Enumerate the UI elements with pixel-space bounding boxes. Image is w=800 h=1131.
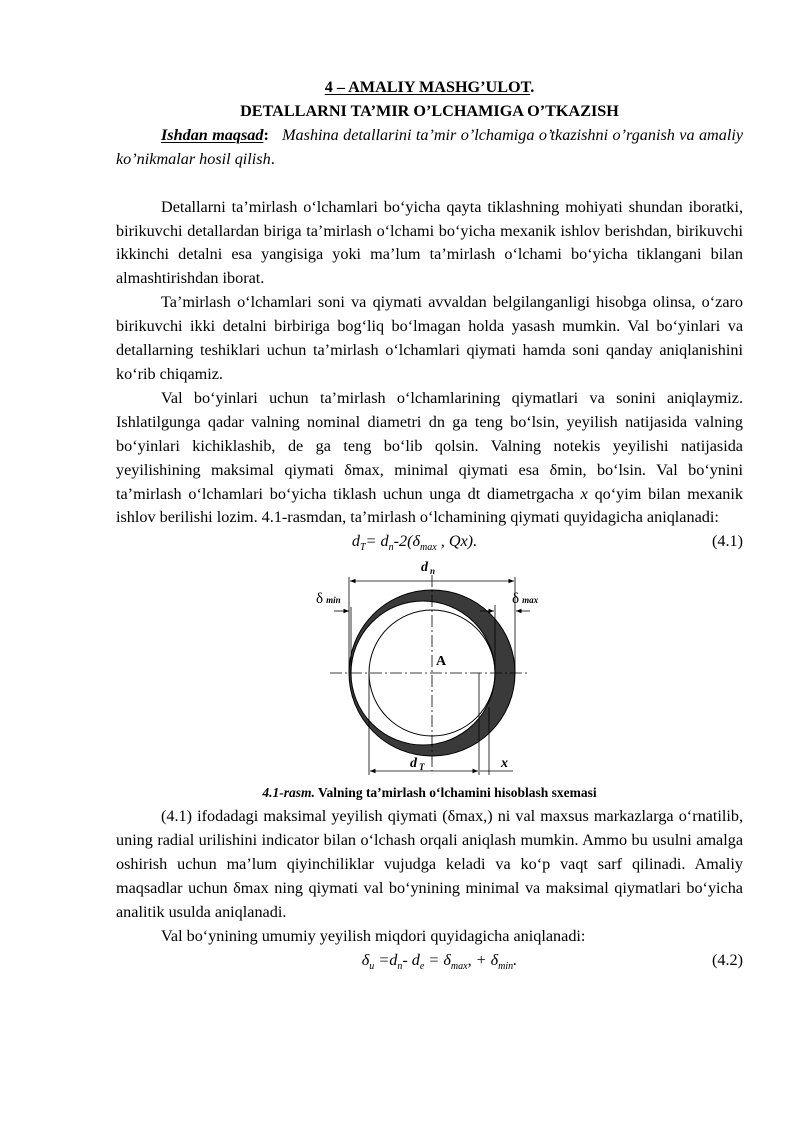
practice-title: 4 – AMALIY MASHG’ULOT bbox=[324, 78, 531, 96]
formula-4-2-expression: $\delta_u =d_n-$ $d_e = \delta_{max}$, + $\delta_{min}$. bbox=[361, 950, 518, 972]
aim-paragraph bbox=[116, 124, 743, 172]
aim-text: Mashina detallarini ta’mir o’lchamiga o’tkazishni o’rganish va amaliy ko’nikmalar hosil qilish bbox=[116, 125, 744, 168]
dn-label: d $_n$ bbox=[421, 560, 436, 577]
paragraph-3 bbox=[116, 387, 743, 530]
paragraph-2: Ta’mirlash o‘lchamlari soni va qiymati avvaldan belgilanganligi hisobga olinsa, o‘zaro birikuvchi ikki detalni birbiriga bog‘liq bo‘lmagan holda yasash mumkin. Val bo‘yinlari va detallarning teshiklari uchun ta’mirlash o‘lchamlari qiymati hamda soni qanday aniqlanishini ko‘rib chiqamiz. bbox=[116, 293, 743, 383]
caption-label: 4.1-rasm. bbox=[262, 785, 315, 801]
aim-end: . bbox=[270, 149, 275, 168]
paragraph-1: Detallarni ta’mirlash o‘lchamlari bo‘yicha qayta tiklashning mohiyati shundan iboratki, birikuvchi detallardan biriga ta’mirlash o‘lchami bo‘yicha mexanik ishlov berishdan, birikuvchi ikkinchi detalni esa yangisiga yoki ma’lum ta’mirlash o‘lchami bo‘yicha tiklangani bilan almashtirishdan iborat. bbox=[116, 197, 743, 288]
topic-title: DETALLARNI TA’MIR O’LCHAMIGA O’TKAZISH bbox=[240, 101, 619, 120]
aim-colon: : bbox=[263, 125, 269, 144]
document-page bbox=[116, 76, 743, 973]
practice-title-dot: . bbox=[530, 78, 535, 96]
formula-4-1 bbox=[116, 530, 743, 554]
region-a-label: A bbox=[436, 654, 447, 670]
paragraph-3-part2: qo‘yim bilan mexanik ishlov berilishi lozim. 4.1-rasmdan, ta’mirlash o‘lchamining qiymati quyidagicha aniqlanadi: bbox=[116, 484, 743, 527]
shaft-diagram bbox=[298, 557, 558, 781]
paragraph-5: Val bo‘ynining umumiy yeyilish miqdori quyidagicha aniqlanadi: bbox=[161, 926, 586, 945]
figure-caption bbox=[116, 783, 743, 803]
caption-text: Valning ta’mirlash o‘lchamini hisoblash sxemasi bbox=[314, 785, 597, 801]
formula-4-2-number: (4.2) bbox=[711, 950, 743, 969]
x-label: x bbox=[501, 756, 508, 772]
formula-4-2 bbox=[116, 949, 743, 973]
dt-label: d $_T$ bbox=[410, 756, 425, 773]
title-line-1 bbox=[116, 76, 743, 100]
figure-4-1 bbox=[116, 557, 743, 781]
dmin-label: δmin bbox=[316, 591, 341, 608]
dmax-label: δmax bbox=[512, 591, 539, 608]
formula-4-1-number: (4.1) bbox=[711, 532, 743, 551]
blank-line bbox=[116, 172, 743, 196]
aim-label: Ishdan maqsad bbox=[161, 125, 264, 144]
paragraph-4: (4.1) ifodadagi maksimal yeyilish qiymati (δmax,) ni val maxsus markazlarga o‘rnatilib, uning radial urilishini indicator bilan o‘lchash orqali aniqlash mumkin. Ammo bu usulni amalga oshirish uchun ma’lum qiyinchiliklar vujudga keladi va ko‘p vaqt sarf qilinadi. Amaliy maqsadlar uchun δmax ning qiymati val bo‘ynining minimal va maksimal qiymatlari bo‘yicha analitik usulda aniqlanadi. bbox=[116, 807, 743, 921]
formula-4-1-expression: $d_T= d_n-2(\delta_{max}$ , Qx). bbox=[351, 532, 478, 554]
paragraph-3-part1: Val bo‘yinlari uchun ta’mirlash o‘lchamlarining qiymatlari va sonini aniqlaymiz. Ishlatilgunga qadar valning nominal diametri dn ga teng bo‘lsin, yeyilish natijasida valning bo‘yinlari kichiklashib, de ga teng bo‘lib qolsin. Valning notekis yeyilishi natijasida yeyilishining maksimal qiymati δmax, minimal qiymati esa δmin, bo‘lsin. Val bo‘ynini ta’mirlash o‘lchamlari bo‘yicha tiklash uchun unga dt diametrgacha bbox=[116, 388, 743, 503]
paragraph-3-x: x bbox=[580, 484, 588, 503]
